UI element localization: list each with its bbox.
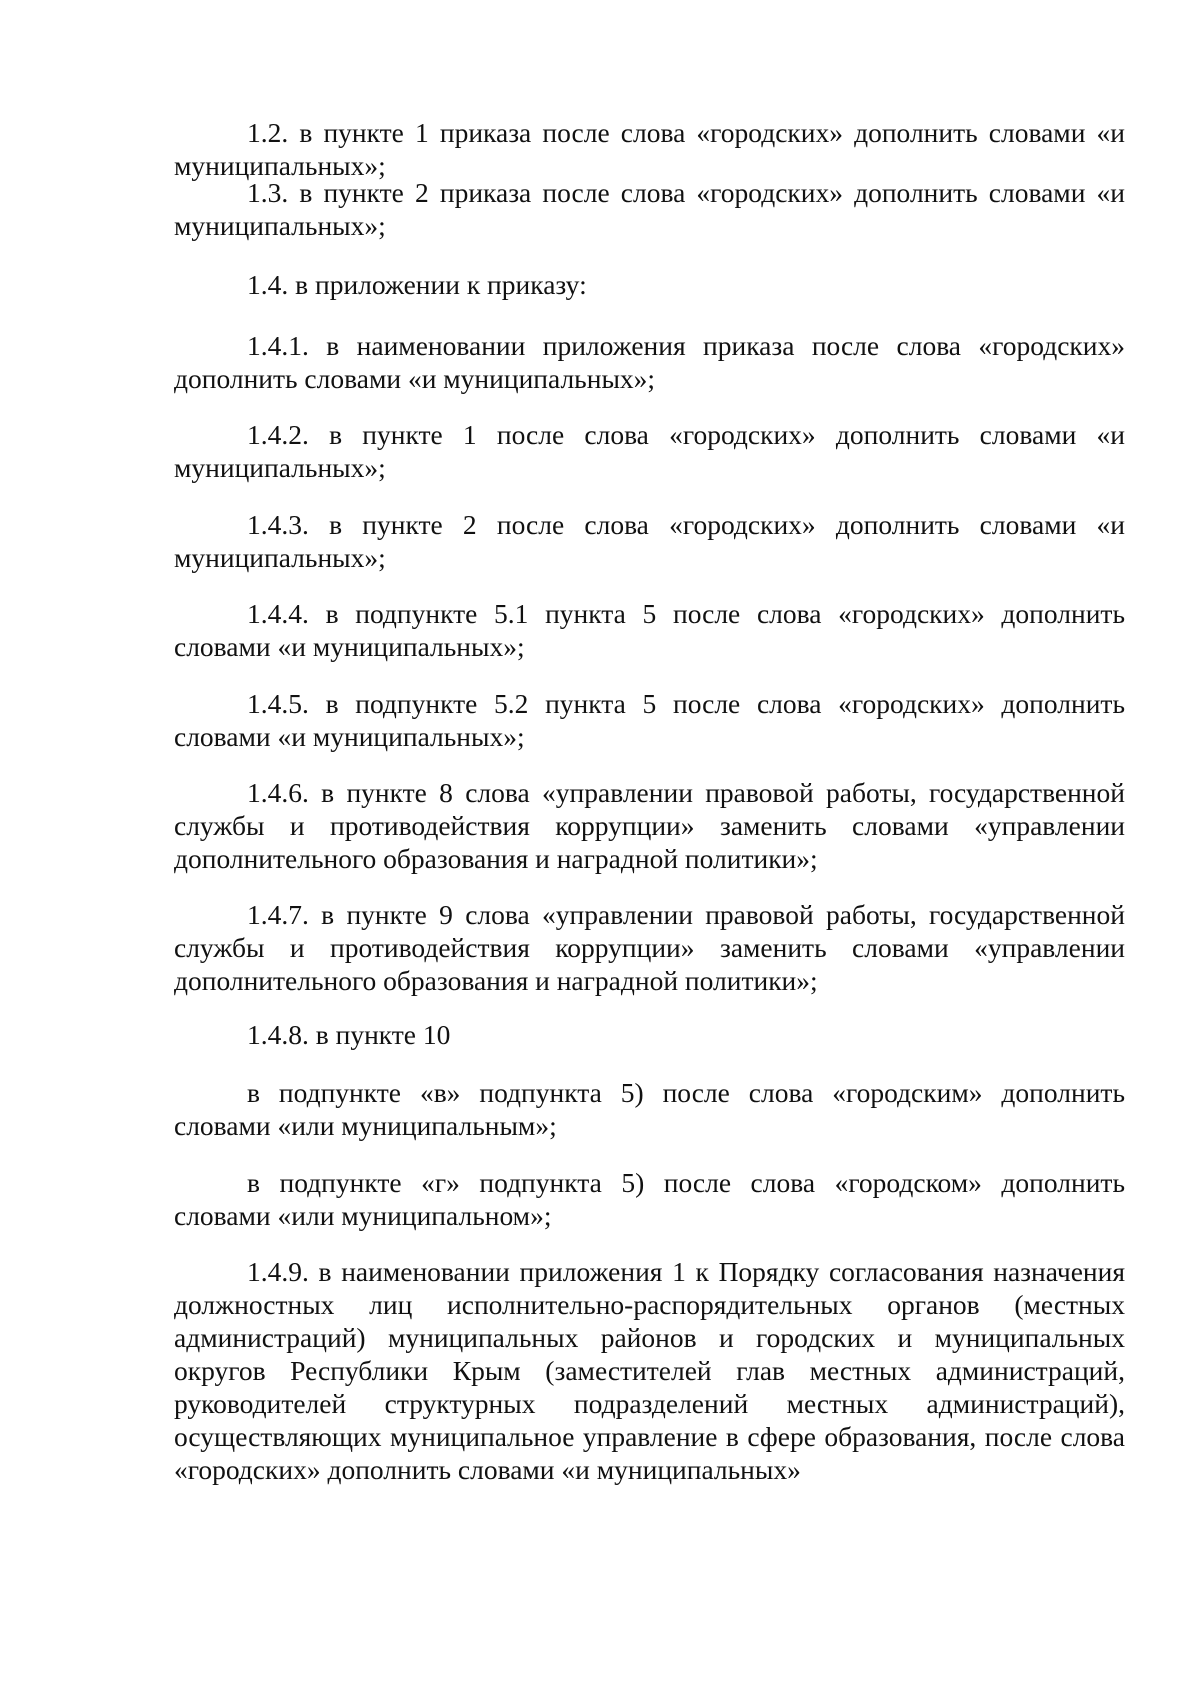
paragraph-subitem-g: в подпункте «г» подпункта 5) после слова «городском» дополнить словами «или муниципальном»; (174, 1167, 1125, 1231)
paragraph-1-4-1: 1.4.1. в наименовании приложения приказа после слова «городских» дополнить словами «и муниципальных»; (174, 330, 1125, 394)
paragraph-1-4-7: 1.4.7. в пункте 9 слова «управлении правовой работы, государственной службы и противодействия коррупции» заменить словами «управлении дополнительного образования и наградной политики»; (174, 899, 1125, 996)
paragraph-1-4-2: 1.4.2. в пункте 1 после слова «городских» дополнить словами «и муниципальных»; (174, 419, 1125, 483)
paragraph-1-4-9: 1.4.9. в наименовании приложения 1 к Порядку согласования назначения должностных лиц исполнительно-распорядительных органов (местных администраций) муниципальных районов и городских и муниципальных округов Республики Крым (заместителей глав местных администраций, руководителей структурных подразделений местных администраций), осуществляющих муниципальное управление в сфере образования, после слова «городских» дополнить словами «и муниципальных» (174, 1256, 1125, 1485)
paragraph-subitem-v: в подпункте «в» подпункта 5) после слова «городским» дополнить словами «или муниципальным»; (174, 1077, 1125, 1141)
paragraph-1-4-3: 1.4.3. в пункте 2 после слова «городских» дополнить словами «и муниципальных»; (174, 509, 1125, 573)
paragraph-1-4-5: 1.4.5. в подпункте 5.2 пункта 5 после слова «городских» дополнить словами «и муниципальных»; (174, 688, 1125, 752)
paragraph-1-4: 1.4. в приложении к приказу: (247, 269, 587, 300)
paragraph-1-4-8: 1.4.8. в пункте 10 (247, 1019, 451, 1050)
paragraph-1-4-6: 1.4.6. в пункте 8 слова «управлении правовой работы, государственной службы и противодействия коррупции» заменить словами «управлении дополнительного образования и наградной политики»; (174, 777, 1125, 874)
paragraph-1-3: 1.3. в пункте 2 приказа после слова «городских» дополнить словами «и муниципальных»; (174, 177, 1125, 241)
paragraph-1-2: 1.2. в пункте 1 приказа после слова «городских» дополнить словами «и муниципальных»; (174, 117, 1125, 181)
paragraph-1-4-4: 1.4.4. в подпункте 5.1 пункта 5 после слова «городских» дополнить словами «и муниципальных»; (174, 598, 1125, 662)
